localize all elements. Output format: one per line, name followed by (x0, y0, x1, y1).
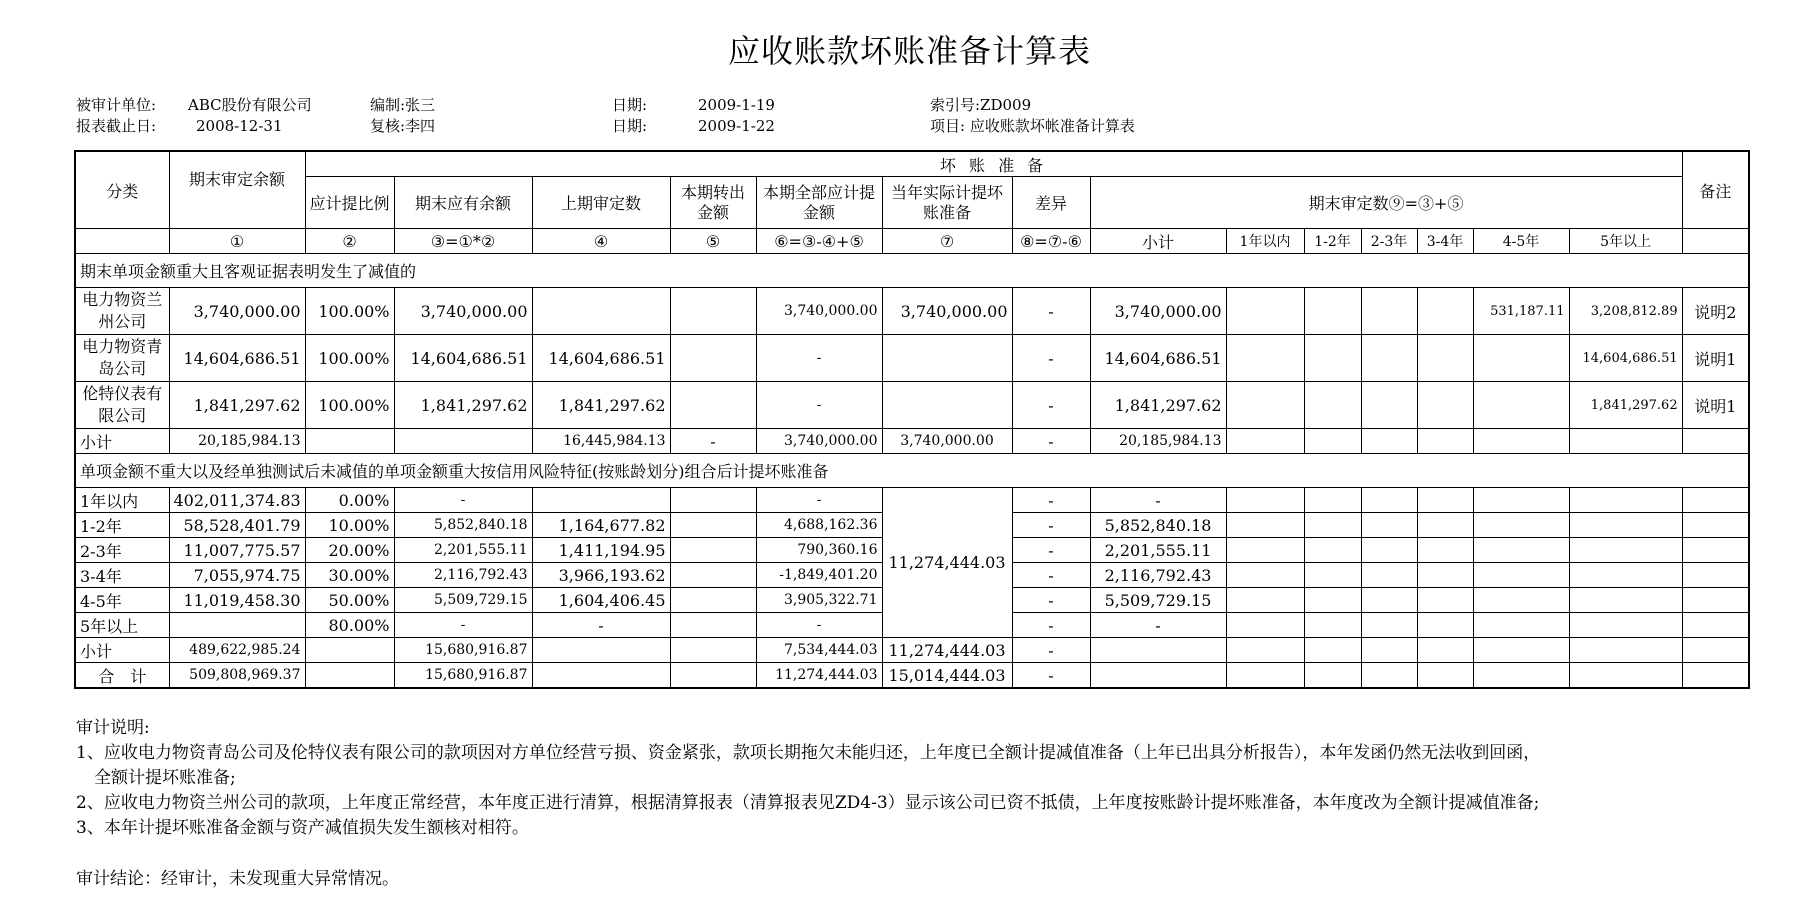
header-remarks: 备注 (1682, 151, 1749, 229)
header-transfer-out: 本期转出金额 (670, 177, 756, 229)
unit-value: ABC股份有限公司 (188, 96, 312, 114)
cell-should: 2,116,792.43 (394, 563, 532, 588)
cell-should: 5,852,840.18 (394, 513, 532, 538)
cell-age (1417, 288, 1473, 335)
index-number: 索引号:ZD009 (930, 96, 1032, 114)
cell-diff: - (1012, 638, 1090, 663)
cell-age (1304, 288, 1361, 335)
meta-line-1 (76, 94, 1031, 115)
cell-age (1361, 335, 1417, 382)
meta-line-2 (76, 115, 1135, 136)
empty-cell (1682, 229, 1749, 254)
cell-prior: 16,445,984.13 (532, 429, 670, 454)
cell-subtotal: 2,201,555.11 (1090, 538, 1226, 563)
cell-diff: - (1012, 613, 1090, 638)
cell-balance: 1,841,297.62 (169, 382, 305, 429)
date2-label: 日期: (612, 117, 648, 135)
cell-should: - (394, 613, 532, 638)
cell-prior (532, 288, 670, 335)
cell-diff: - (1012, 663, 1090, 689)
cell-total: 7,534,444.03 (756, 638, 882, 663)
cell-transfer (670, 288, 756, 335)
section-1-title: 期末单项金额重大且客观证据表明发生了减值的 (75, 254, 1749, 288)
cell-age (1304, 382, 1361, 429)
row-name: 2-3年 (75, 538, 169, 563)
header-age: 1年以内 (1226, 229, 1304, 254)
cell-should: 3,740,000.00 (394, 288, 532, 335)
cell-rate: 100.00% (305, 382, 394, 429)
cell-diff: - (1012, 429, 1090, 454)
header-difference: 差异 (1012, 177, 1090, 229)
cell-diff: - (1012, 382, 1090, 429)
cell-age (1226, 288, 1304, 335)
cell-diff: - (1012, 288, 1090, 335)
cell-should: 1,841,297.62 (394, 382, 532, 429)
header-row-3 (75, 229, 1749, 254)
section-2-title-row (75, 454, 1749, 488)
provision-table (74, 150, 1750, 689)
cell-diff: - (1012, 488, 1090, 513)
cell-diff: - (1012, 513, 1090, 538)
audit-conclusion: 审计结论：经审计，未发现重大异常情况。 (76, 869, 399, 889)
header-row-1 (75, 151, 1749, 177)
cell-age (1361, 288, 1417, 335)
cell-subtotal: - (1090, 488, 1226, 513)
cell-total: - (756, 382, 882, 429)
cell-diff: - (1012, 538, 1090, 563)
cell-balance: 11,007,775.57 (169, 538, 305, 563)
cell-subtotal: - (1090, 613, 1226, 638)
col-number: ⑤ (670, 229, 756, 254)
cell-balance: 402,011,374.83 (169, 488, 305, 513)
cell-prior: 1,411,194.95 (532, 538, 670, 563)
cell-should: 2,201,555.11 (394, 538, 532, 563)
cell-balance: 14,604,686.51 (169, 335, 305, 382)
cutoff-label: 报表截止日: (76, 117, 157, 135)
cell-actual-merged: 11,274,444.03 (882, 488, 1012, 638)
cell-rate: 10.00% (305, 513, 394, 538)
cell-age (1473, 382, 1569, 429)
cell-subtotal: 5,852,840.18 (1090, 513, 1226, 538)
cell-prior: 1,841,297.62 (532, 382, 670, 429)
cell-rate: 0.00% (305, 488, 394, 513)
date1-label: 日期: (612, 96, 648, 114)
header-row-2 (75, 177, 1749, 229)
row-name: 3-4年 (75, 563, 169, 588)
header-period-end: 期末审定数⑨=③+⑤ (1090, 177, 1682, 229)
cell-transfer (670, 382, 756, 429)
project-label: 项目: 应收账款坏帐准备计算表 (930, 117, 1135, 135)
cell-remark: 说明1 (1682, 382, 1749, 429)
cell-prior: 3,966,193.62 (532, 563, 670, 588)
cell-age (1304, 335, 1361, 382)
header-category: 分类 (75, 151, 169, 229)
row-name: 伦特仪表有限公司 (75, 382, 169, 429)
note-2: 2、应收电力物资兰州公司的款项，上年度正常经营，本年度正进行清算，根据清算报表（清算报表见ZD4-3）显示该公司已资不抵债，上年度按账龄计提坏账准备，本年度改为全额计提减值准备; (76, 793, 1540, 813)
cell-rate: 80.00% (305, 613, 394, 638)
row-name: 电力物资兰州公司 (75, 288, 169, 335)
cell-should: 15,680,916.87 (394, 638, 532, 663)
cell-balance: 3,740,000.00 (169, 288, 305, 335)
page-title: 应收账款坏账准备计算表 (727, 32, 1091, 70)
cell-age (1473, 335, 1569, 382)
cell-prior: 1,164,677.82 (532, 513, 670, 538)
header-age: 3-4年 (1417, 229, 1473, 254)
empty-cell (305, 429, 394, 454)
cell-balance: 58,528,401.79 (169, 513, 305, 538)
cell-balance: 489,622,985.24 (169, 638, 305, 663)
cell-balance (169, 613, 305, 638)
header-subtotal: 小计 (1090, 229, 1226, 254)
cutoff-value: 2008-12-31 (196, 117, 283, 135)
cell-total: 3,740,000.00 (756, 288, 882, 335)
cell-total: - (756, 613, 882, 638)
cell-prior: 1,604,406.45 (532, 588, 670, 613)
table-row (75, 382, 1749, 429)
row-name: 1年以内 (75, 488, 169, 513)
cell-total: - (756, 488, 882, 513)
cell-balance: 509,808,969.37 (169, 663, 305, 689)
cell-age (1361, 382, 1417, 429)
empty-cell (75, 229, 169, 254)
row-name: 4-5年 (75, 588, 169, 613)
cell-subtotal: 3,740,000.00 (1090, 288, 1226, 335)
cell-rate: 100.00% (305, 288, 394, 335)
notes-heading: 审计说明: (76, 718, 150, 738)
cell-diff: - (1012, 563, 1090, 588)
header-bad-debt: 坏 账 准 备 (305, 151, 1682, 177)
cell-age (1417, 382, 1473, 429)
cell-prior: - (532, 613, 670, 638)
cell-actual (882, 335, 1012, 382)
cell-subtotal: 5,509,729.15 (1090, 588, 1226, 613)
row-name: 1-2年 (75, 513, 169, 538)
date1-value: 2009-1-19 (698, 96, 775, 114)
reviewed-by: 复核:李四 (370, 117, 436, 135)
table-row (75, 335, 1749, 382)
date2-value: 2009-1-22 (698, 117, 775, 135)
header-actual-provision: 当年实际计提坏账准备 (882, 177, 1012, 229)
audit-notes (76, 716, 1796, 841)
cell-rate: 50.00% (305, 588, 394, 613)
cell-total: 3,740,000.00 (756, 429, 882, 454)
cell-age: 14,604,686.51 (1569, 335, 1682, 382)
note-1-continued: 全额计提坏账准备; (94, 768, 236, 788)
cell-age (1226, 382, 1304, 429)
header-age: 5年以上 (1569, 229, 1682, 254)
cell-age: 3,208,812.89 (1569, 288, 1682, 335)
cell-total: 11,274,444.03 (756, 663, 882, 689)
cell-total: 790,360.16 (756, 538, 882, 563)
row-name: 小计 (75, 429, 169, 454)
cell-balance: 11,019,458.30 (169, 588, 305, 613)
cell-diff: - (1012, 588, 1090, 613)
cell-should: 14,604,686.51 (394, 335, 532, 382)
cell-diff: - (1012, 335, 1090, 382)
empty-cell (394, 429, 532, 454)
cell-age (1417, 335, 1473, 382)
header-audited-balance: 期末审定余额 (169, 151, 305, 229)
cell-total: -1,849,401.20 (756, 563, 882, 588)
cell-prior (532, 488, 670, 513)
unit-label: 被审计单位: (76, 96, 157, 114)
cell-remark: 说明2 (1682, 288, 1749, 335)
cell-prior: 14,604,686.51 (532, 335, 670, 382)
cell-subtotal: 1,841,297.62 (1090, 382, 1226, 429)
cell-should: 15,680,916.87 (394, 663, 532, 689)
row-name: 电力物资青岛公司 (75, 335, 169, 382)
grand-total-row (75, 663, 1749, 689)
col-number: ② (305, 229, 394, 254)
header-age: 1-2年 (1304, 229, 1361, 254)
cell-age (1226, 335, 1304, 382)
cell-should: 5,509,729.15 (394, 588, 532, 613)
header-prior-audited: 上期审定数 (532, 177, 670, 229)
cell-actual: 11,274,444.03 (882, 638, 1012, 663)
cell-should: - (394, 488, 532, 513)
cell-transfer: - (670, 429, 756, 454)
table-row (75, 488, 1749, 513)
table-row (75, 288, 1749, 335)
cell-age: 1,841,297.62 (1569, 382, 1682, 429)
row-name: 5年以上 (75, 613, 169, 638)
col-number: ① (169, 229, 305, 254)
header-age: 2-3年 (1361, 229, 1417, 254)
cell-transfer (670, 335, 756, 382)
row-name: 小计 (75, 638, 169, 663)
cell-rate: 20.00% (305, 538, 394, 563)
col-number: ⑦ (882, 229, 1012, 254)
header-should-balance: 期末应有余额 (394, 177, 532, 229)
cell-actual (882, 382, 1012, 429)
cell-remark: 说明1 (1682, 335, 1749, 382)
section-1-title-row (75, 254, 1749, 288)
col-number: ⑥=③-④+⑤ (756, 229, 882, 254)
cell-rate: 100.00% (305, 335, 394, 382)
header-age: 4-5年 (1473, 229, 1569, 254)
cell-subtotal: 2,116,792.43 (1090, 563, 1226, 588)
note-1: 1、应收电力物资青岛公司及伦特仪表有限公司的款项因对方单位经营亏损、资金紧张，款项长期拖欠未能归还，上年度已全额计提减值准备（上年已出具分析报告），本年发函仍然无法收到回函， (76, 743, 1541, 763)
section-2-title: 单项金额不重大以及经单独测试后未减值的单项金额重大按信用风险特征(按账龄划分)组合后计提坏账准备 (75, 454, 1749, 488)
cell-total: 3,905,322.71 (756, 588, 882, 613)
prepared-by: 编制:张三 (370, 96, 436, 114)
cell-balance: 7,055,974.75 (169, 563, 305, 588)
col-number: ④ (532, 229, 670, 254)
cell-subtotal: 14,604,686.51 (1090, 335, 1226, 382)
col-number: ③=①*② (394, 229, 532, 254)
cell-total: 4,688,162.36 (756, 513, 882, 538)
subtotal-row (75, 638, 1749, 663)
note-3: 3、本年计提坏账准备金额与资产减值损失发生额核对相符。 (76, 818, 529, 838)
cell-actual: 3,740,000.00 (882, 429, 1012, 454)
cell-actual: 3,740,000.00 (882, 288, 1012, 335)
cell-actual: 15,014,444.03 (882, 663, 1012, 689)
cell-rate: 30.00% (305, 563, 394, 588)
header-rate: 应计提比例 (305, 177, 394, 229)
header-total-provision: 本期全部应计提金额 (756, 177, 882, 229)
row-name: 合 计 (75, 663, 169, 689)
subtotal-row (75, 429, 1749, 454)
cell-total: - (756, 335, 882, 382)
col-number: ⑧=⑦-⑥ (1012, 229, 1090, 254)
cell-age: 531,187.11 (1473, 288, 1569, 335)
cell-balance: 20,185,984.13 (169, 429, 305, 454)
cell-subtotal: 20,185,984.13 (1090, 429, 1226, 454)
